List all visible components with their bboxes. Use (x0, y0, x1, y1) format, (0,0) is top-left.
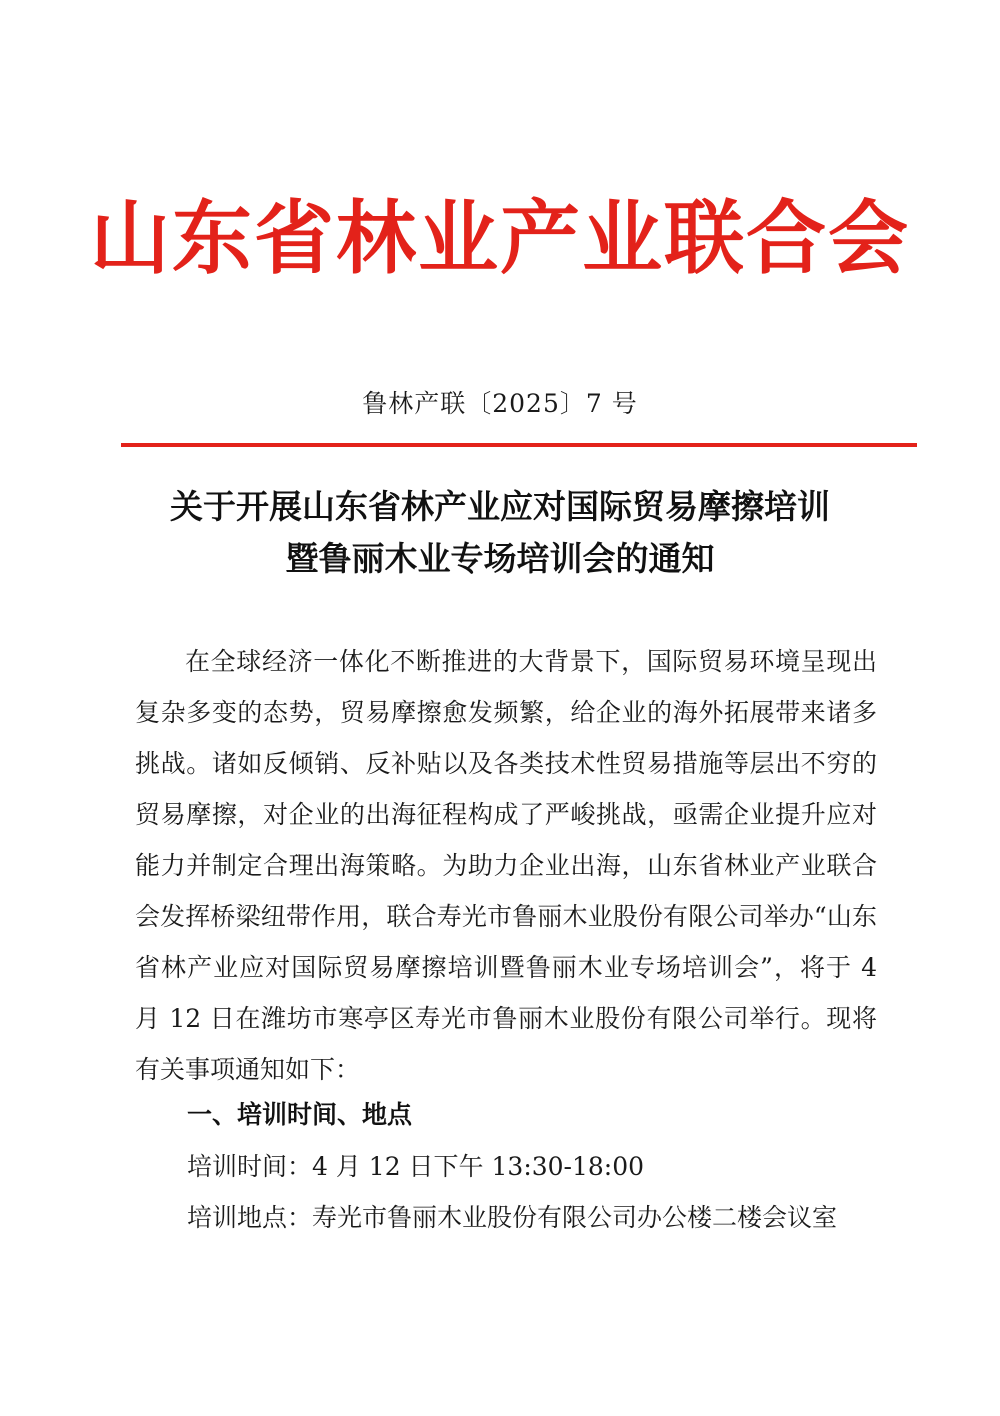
training-place-line: 培训地点：寿光市鲁丽木业股份有限公司办公楼二楼会议室 (187, 1203, 838, 1232)
document-title (100, 481, 900, 585)
section-heading-time-place: 一、培训时间、地点 (187, 1100, 413, 1129)
red-divider-line (121, 443, 917, 447)
document-number: 鲁林产联〔2025〕7 号 (362, 389, 638, 418)
body-paragraph: 在全球经济一体化不断推进的大背景下，国际贸易环境呈现出复杂多变的态势，贸易摩擦愈发频繁，给企业的海外拓展带来诸多挑战。诸如反倾销、反补贴以及各类技术性贸易措施等层出不穷的贸易摩擦，对企业的出海征程构成了严峻挑战，亟需企业提升应对能力并制定合理出海策略。为助力企业出海，山东省林业产业联合会发挥桥梁纽带作用，联合寿光市鲁丽木业股份有限公司举办“山东省林产业应对国际贸易摩擦培训暨鲁丽木业专场培训会”，将于 4 月 12 日在潍坊市寒亭区寿光市鲁丽木业股份有限公司举行。现将有关事项通知如下： (135, 647, 877, 1084)
training-time-line: 培训时间：4 月 12 日下午 13:30-18:00 (187, 1152, 645, 1181)
document-title-line-2: 暨鲁丽木业专场培训会的通知 (285, 539, 715, 578)
document-title-line-1: 关于开展山东省林产业应对国际贸易摩擦培训 (170, 487, 830, 526)
organization-header: 山东省林业产业联合会 (90, 191, 910, 285)
